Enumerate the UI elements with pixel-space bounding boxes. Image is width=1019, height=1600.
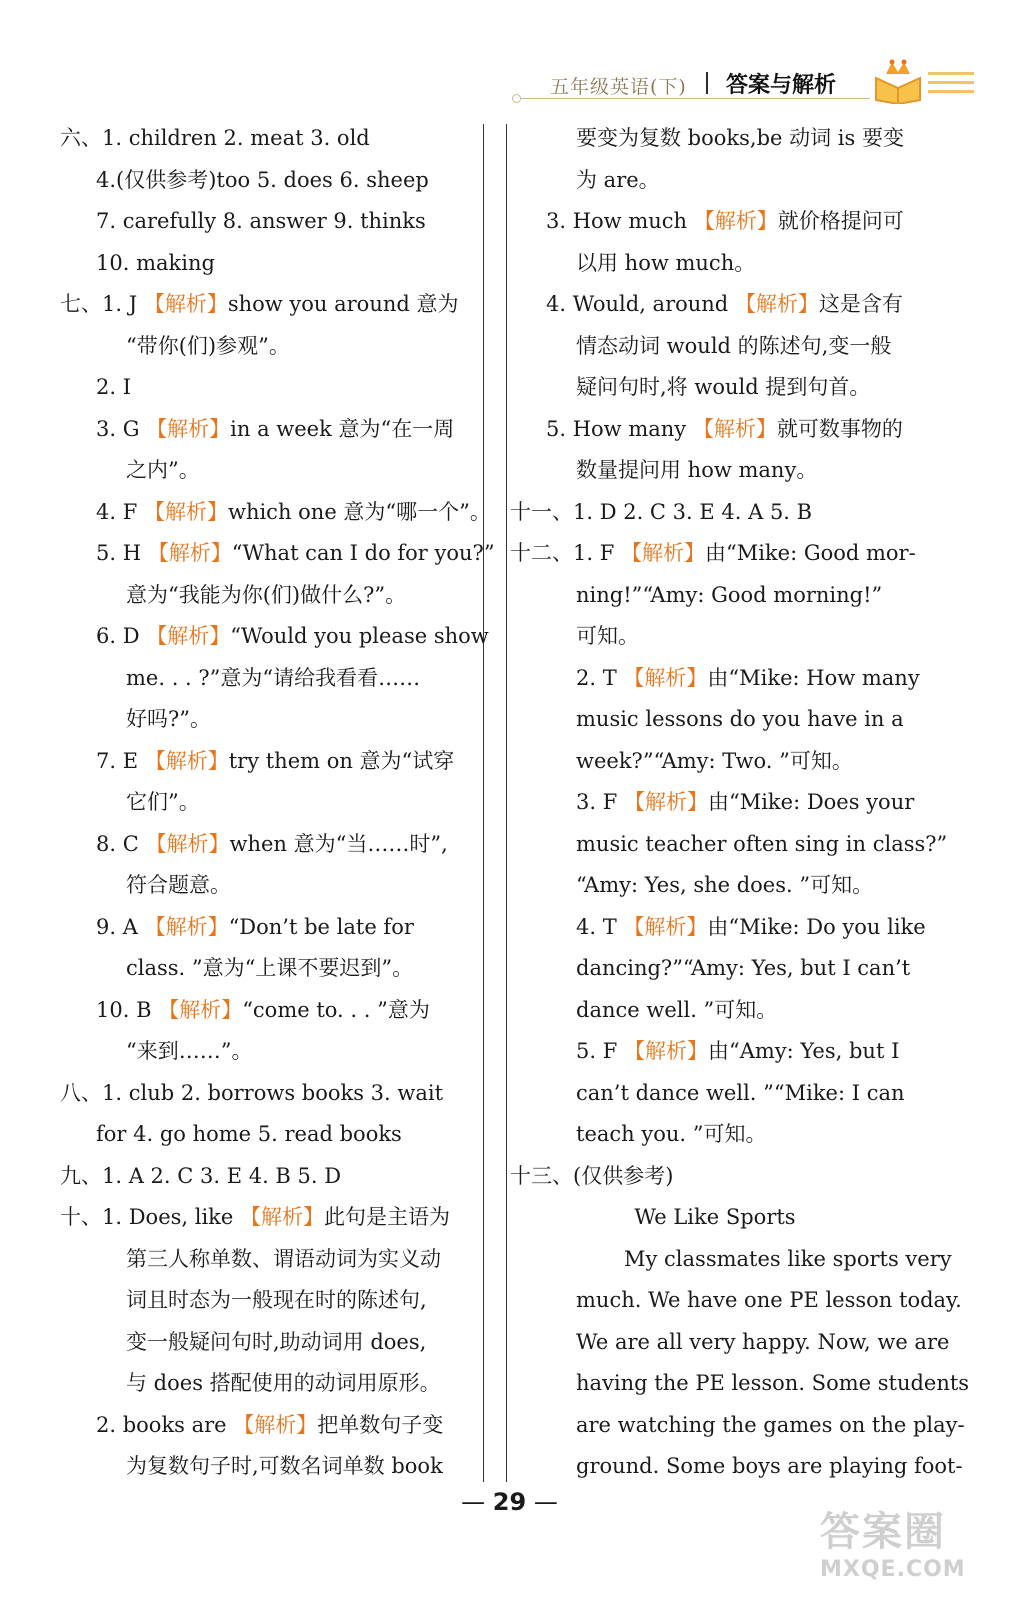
analysis-tag: 【 解析 】 (693, 417, 777, 441)
left-column (60, 118, 495, 1488)
answer-line (60, 948, 480, 990)
answer-text: 5. H (96, 541, 148, 565)
answer-text: 4. F (96, 499, 144, 524)
answer-text: “来到……”。 (126, 1039, 253, 1063)
answer-text: ning!”“Amy: Good morning!” (576, 582, 883, 607)
analysis-text: try them on 意为“试穿 (228, 748, 455, 773)
header-separator (706, 72, 708, 94)
answer-line (60, 865, 480, 907)
answer-line (60, 575, 480, 617)
answer-text: music teacher often sing in class?” (576, 831, 948, 856)
analysis-tag: 【 解析 】 (624, 790, 708, 814)
answer-text: 2. I (96, 375, 132, 399)
answer-text: 6. D (96, 624, 147, 648)
analysis-text: “Would you please show (230, 624, 489, 648)
answer-text: 2. books are (96, 1412, 234, 1437)
answer-line (510, 1280, 962, 1322)
answer-line (60, 782, 480, 824)
page-header (510, 58, 990, 110)
answer-text: class. ”意为“上课不要迟到”。 (126, 956, 414, 980)
analysis-text: 由“Mike: How many (707, 665, 920, 690)
answer-text: teach you. ”可知。 (576, 1122, 767, 1146)
analysis-text: 此句是主语为 (324, 1205, 451, 1229)
analysis-text: 就可数事物的 (776, 416, 903, 441)
answer-line (510, 326, 920, 368)
answer-line (510, 1114, 920, 1156)
answer-text: 第三人称单数、谓语动词为实义动 (126, 1246, 441, 1271)
answer-text: 六、1. children 2. meat 3. old (60, 126, 370, 150)
answer-text: “Amy: Yes, she does. ”可知。 (576, 873, 874, 897)
analysis-tag: 【 解析 】 (144, 500, 228, 524)
answer-line (510, 160, 920, 202)
analysis-tag: 【 解析 】 (158, 998, 242, 1022)
answer-line (60, 326, 480, 368)
header-grade: 五年级英语(下) (550, 76, 687, 98)
answer-text: 可知。 (576, 624, 639, 648)
answer-line (60, 243, 480, 285)
answer-text: 10. making (96, 250, 215, 275)
answer-text: 数量提问用 how many。 (576, 458, 818, 482)
answer-text: 它们”。 (126, 790, 200, 814)
decorative-bars (928, 72, 974, 94)
answer-text: me. . . ?”意为“请给我看看…… (126, 665, 421, 690)
answer-text: “带你(们)参观”。 (126, 333, 290, 358)
answer-line (60, 1197, 480, 1239)
page-number: — 29 — (0, 1488, 1019, 1516)
analysis-text: 把单数句子变 (317, 1412, 444, 1437)
answer-text: 好吗?”。 (126, 707, 211, 731)
answer-text: 为 are。 (576, 167, 660, 192)
analysis-text: “Don’t be late for (228, 914, 414, 939)
watermark-sub: MXQE.COM (820, 1557, 966, 1582)
analysis-tag: 【 解析 】 (623, 915, 707, 939)
answer-text: dance well. ”可知。 (576, 997, 778, 1022)
analysis-tag: 【 解析 】 (233, 1413, 317, 1437)
answer-line (60, 1114, 480, 1156)
answer-line (510, 658, 920, 700)
answer-text: 十三、(仅供参考) (510, 1163, 674, 1188)
answer-line (510, 284, 920, 326)
analysis-tag: 【 解析 】 (145, 749, 229, 773)
answer-text: are watching the games on the play- (576, 1412, 965, 1437)
answer-text: 之内”。 (126, 458, 200, 482)
answer-line (510, 1031, 920, 1073)
analysis-text: in a week 意为“在一周 (230, 416, 455, 441)
answer-line (510, 1073, 920, 1115)
answer-line (60, 1363, 480, 1405)
answer-line (510, 948, 920, 990)
analysis-tag: 【 解析 】 (240, 1205, 324, 1229)
answer-line (60, 201, 480, 243)
answer-text: 10. B (96, 997, 159, 1022)
answer-text: 为复数句子时,可数名词单数 book (126, 1454, 443, 1478)
analysis-text: 由“Amy: Yes, but I (707, 1039, 900, 1063)
answer-text: 意为“我能为你(们)做什么?”。 (126, 582, 407, 607)
answer-text: 八、1. club 2. borrows books 3. wait (60, 1080, 444, 1105)
column-divider-left (483, 124, 484, 1482)
answer-line (60, 1446, 480, 1488)
answer-line (510, 741, 920, 783)
answer-line (60, 616, 489, 658)
analysis-tag: 【 解析 】 (146, 624, 230, 648)
analysis-tag: 【 解析 】 (148, 541, 232, 565)
analysis-tag: 【 解析 】 (624, 1039, 708, 1063)
answer-line (510, 1446, 963, 1488)
answer-line (60, 907, 480, 949)
answer-line (510, 409, 920, 451)
analysis-text: “come to. . . ”意为 (242, 997, 430, 1022)
answer-text: 词且时态为一般现在时的陈述句, (126, 1288, 427, 1312)
analysis-tag: 【 解析 】 (144, 292, 228, 316)
answer-text: 变一般疑问句时,助动词用 does, (126, 1329, 427, 1354)
answer-line (510, 907, 926, 949)
answer-text: music lessons do you have in a (576, 707, 904, 731)
answer-line (60, 990, 480, 1032)
answer-line (60, 658, 480, 700)
answer-text: 5. F (576, 1039, 624, 1063)
answer-text: for 4. go home 5. read books (96, 1122, 402, 1146)
answer-text: 4. T (576, 914, 624, 939)
answer-text: week?”“Amy: Two. ”可知。 (576, 748, 853, 773)
answer-text: 2. T (576, 665, 624, 690)
answer-text: having the PE lesson. Some students (576, 1371, 970, 1395)
answer-text: 3. How much (546, 209, 694, 233)
answer-text: 情态动词 would 的陈述句,变一般 (576, 333, 892, 358)
answer-line (510, 118, 920, 160)
analysis-text: 由“Mike: Good mor- (704, 541, 916, 565)
answer-line (60, 1031, 480, 1073)
answer-line (510, 865, 920, 907)
answer-text: 7. carefully 8. answer 9. thinks (96, 209, 426, 233)
answer-line (60, 492, 491, 534)
answer-line (510, 616, 920, 658)
answer-text: 4.(仅供参考)too 5. does 6. sheep (96, 167, 429, 192)
answer-line (60, 1322, 480, 1364)
answer-line (510, 1156, 920, 1198)
answer-text: much. We have one PE lesson today. (576, 1288, 962, 1312)
answer-line (510, 824, 948, 866)
watermark-main: 答案圈 (820, 1509, 946, 1555)
answer-text: 要变为复数 books,be 动词 is 要变 (576, 126, 904, 150)
analysis-text: which one 意为“哪一个”。 (227, 499, 491, 524)
analysis-tag: 【 解析 】 (694, 209, 778, 233)
answer-line (60, 741, 480, 783)
answer-text: 与 does 搭配使用的动词用原形。 (126, 1371, 441, 1395)
answer-text: 七、1. J (60, 292, 144, 316)
answer-text: ground. Some boys are playing foot- (576, 1454, 963, 1478)
answer-line (510, 1363, 970, 1405)
header-title: 答案与解析 (726, 73, 837, 98)
answer-text: 5. How many (546, 416, 693, 441)
answer-text: We are all very happy. Now, we are (576, 1329, 950, 1354)
answer-line (60, 450, 480, 492)
answer-line (60, 1156, 480, 1198)
answer-line (510, 533, 920, 575)
analysis-text: 这是含有 (818, 292, 903, 316)
answer-text: My classmates like sports very (624, 1246, 952, 1271)
answer-line (60, 118, 480, 160)
answer-line (60, 1239, 480, 1281)
watermark-logo (820, 1500, 1010, 1595)
answer-text: 9. A (96, 914, 145, 939)
analysis-text: 由“Mike: Do you like (707, 914, 926, 939)
answer-line (510, 699, 920, 741)
answer-line (60, 1405, 480, 1447)
answer-line (510, 1197, 920, 1239)
answer-line (60, 1073, 480, 1115)
column-divider-right (506, 124, 507, 1482)
analysis-tag: 【 解析 】 (623, 666, 707, 690)
answer-line (510, 201, 920, 243)
analysis-tag: 【 解析 】 (735, 292, 819, 316)
answer-text: 十二、1. F (510, 541, 621, 565)
analysis-tag: 【 解析 】 (621, 541, 705, 565)
answer-line (510, 1322, 950, 1364)
answer-line (60, 533, 495, 575)
answer-line (510, 243, 920, 285)
answer-line (510, 1405, 965, 1447)
answer-line (60, 367, 480, 409)
analysis-text: show you around 意为 (227, 292, 459, 316)
answer-text: 8. C (96, 831, 146, 856)
analysis-text: 由“Mike: Does your (707, 790, 915, 814)
answer-text: 符合题意。 (126, 873, 231, 897)
analysis-text: 就价格提问可 (777, 209, 904, 233)
answer-text: can’t dance well. ”“Mike: I can (576, 1080, 905, 1105)
answer-line (60, 284, 480, 326)
answer-text: 十一、1. D 2. C 3. E 4. A 5. B (510, 499, 813, 524)
answer-line (510, 782, 920, 824)
answer-line (510, 450, 920, 492)
answer-line (60, 699, 480, 741)
analysis-tag: 【 解析 】 (145, 915, 229, 939)
answer-line (510, 367, 920, 409)
answer-line (60, 1280, 480, 1322)
answer-text: 7. E (96, 748, 145, 773)
answer-text: 疑问句时,将 would 提到句首。 (576, 375, 871, 399)
answer-line (60, 160, 480, 202)
analysis-tag: 【 解析 】 (146, 417, 230, 441)
right-column (510, 118, 970, 1488)
open-book-crown-icon (872, 58, 924, 104)
answer-line (60, 824, 480, 866)
analysis-tag: 【 解析 】 (145, 832, 229, 856)
answer-text: 十、1. Does, like (60, 1205, 241, 1229)
answer-text: 九、1. A 2. C 3. E 4. B 5. D (60, 1163, 342, 1188)
analysis-text: when 意为“当……时”, (229, 831, 448, 856)
answer-line (510, 492, 920, 534)
answer-line (510, 990, 920, 1032)
answer-text: 4. Would, around (546, 292, 735, 316)
answer-text: 3. G (96, 416, 147, 441)
answer-text: 3. F (576, 790, 624, 814)
answer-text: 以用 how much。 (576, 250, 756, 275)
answer-line (60, 409, 480, 451)
answer-text: dancing?”“Amy: Yes, but I can’t (576, 956, 911, 980)
answer-line (510, 575, 920, 617)
answer-text: We Like Sports (634, 1205, 796, 1229)
answer-line (510, 1239, 952, 1281)
analysis-text: “What can I do for you?” (231, 541, 495, 565)
